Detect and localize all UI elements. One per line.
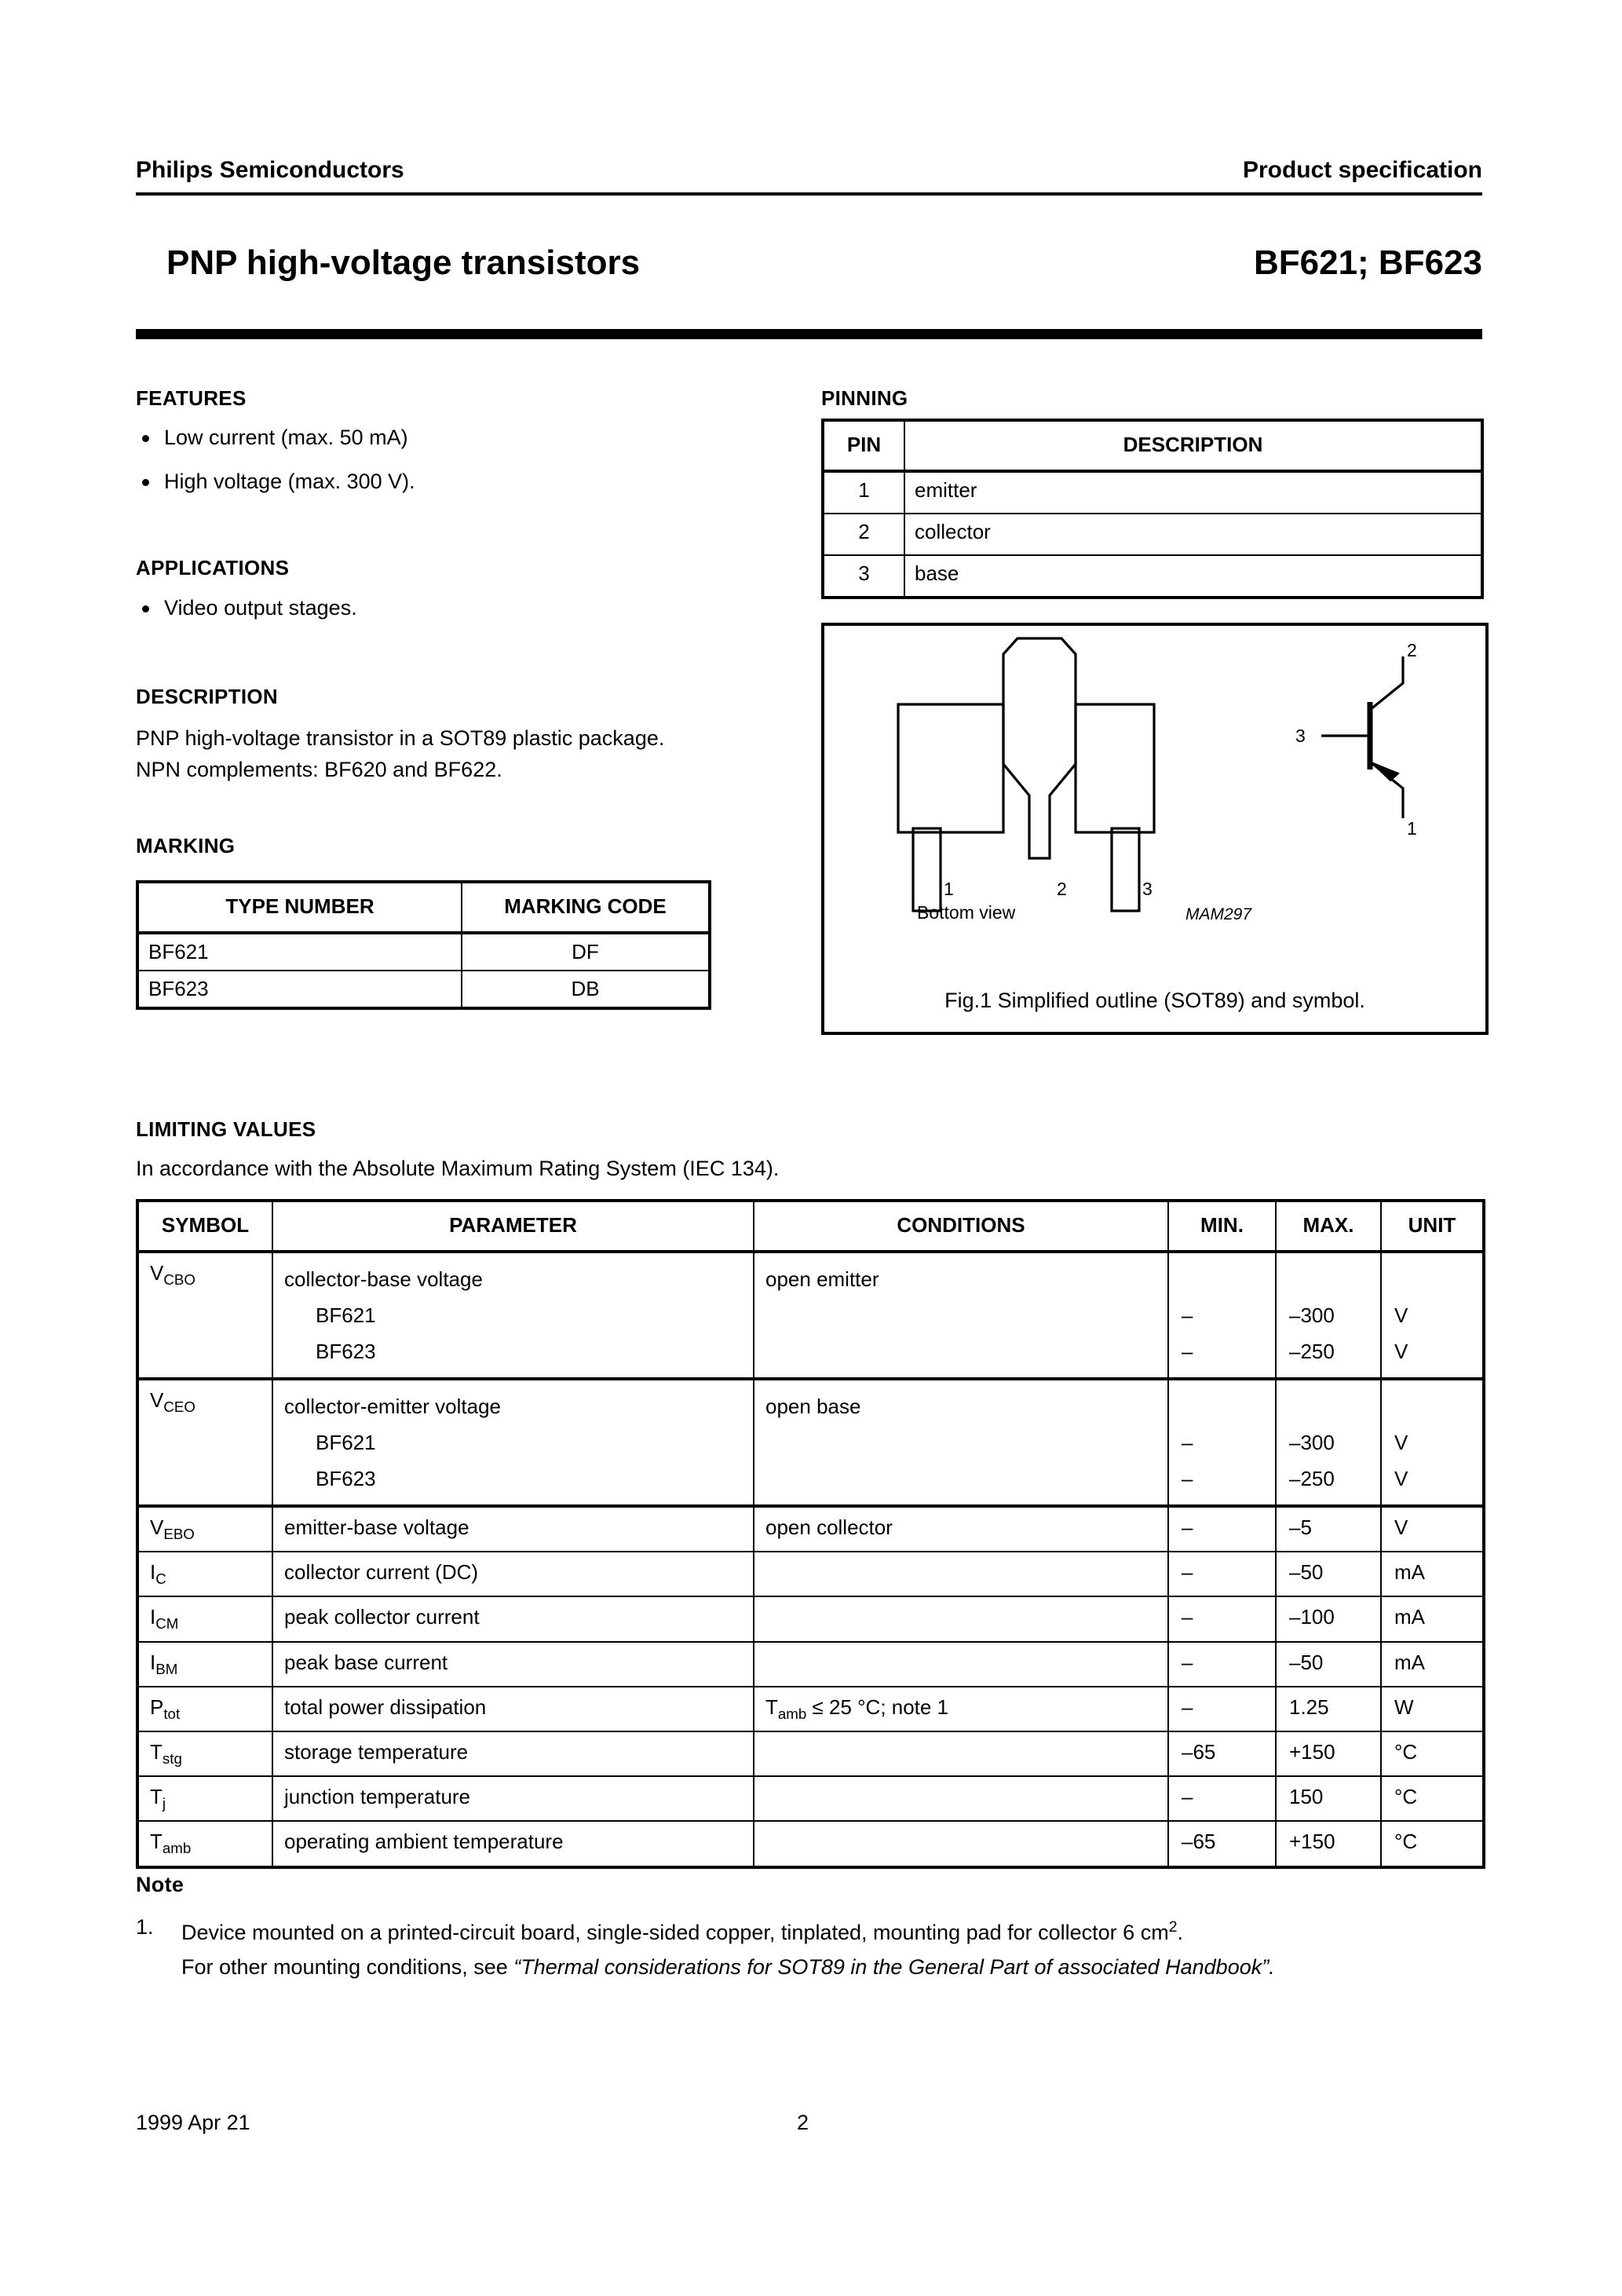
symbol-subscript: BM	[155, 1660, 178, 1677]
table-row	[137, 1821, 1484, 1866]
note-superscript: 2	[1168, 1918, 1178, 1936]
limits-min: –65	[1168, 1731, 1276, 1776]
min-value: –	[1182, 1431, 1193, 1454]
symbol-subscript: stg	[162, 1750, 182, 1768]
limits-min	[1168, 1379, 1276, 1506]
limits-parameter: total power dissipation	[272, 1687, 754, 1731]
symbol-subscript: EBO	[163, 1526, 195, 1543]
min-value: –	[1182, 1303, 1193, 1327]
section-heading-pinning: PINNING	[821, 386, 908, 410]
table-row	[137, 1552, 1484, 1596]
max-value: –300	[1289, 1303, 1335, 1327]
outline-pin-2-label: 2	[1057, 879, 1067, 899]
outline-pin-1-label: 1	[944, 879, 954, 899]
limits-min: –65	[1168, 1821, 1276, 1866]
symbol-base: T	[150, 1739, 163, 1764]
header-doctype: Product specification	[1242, 157, 1482, 183]
title-type-numbers: BF621; BF623	[1253, 243, 1482, 282]
symbol-pin-1-label: 1	[1407, 818, 1417, 839]
limits-header-unit: UNIT	[1381, 1201, 1484, 1252]
conditions-base: T	[765, 1695, 778, 1719]
table-row	[137, 1731, 1484, 1776]
pnp-transistor-symbol	[1284, 653, 1456, 834]
table-row	[137, 1506, 1484, 1552]
limits-max: –50	[1276, 1552, 1381, 1596]
figure-caption: Fig.1 Simplified outline (SOT89) and symbol.	[944, 989, 1365, 1012]
limits-symbol	[137, 1642, 272, 1687]
limits-max: 1.25	[1276, 1687, 1381, 1731]
note-line-1	[136, 1910, 1494, 1950]
symbol-subscript: C	[155, 1570, 166, 1588]
sub-parameter-text: BF621	[316, 1431, 376, 1454]
symbol-base: T	[150, 1830, 163, 1854]
limits-min: –	[1168, 1596, 1276, 1641]
limits-max: 150	[1276, 1776, 1381, 1821]
symbol-subscript: j	[162, 1795, 166, 1812]
symbol-pin-3-label: 3	[1295, 726, 1306, 746]
limits-unit: °C	[1381, 1731, 1484, 1776]
conditions-text: open emitter	[765, 1267, 879, 1291]
pin-description: emitter	[904, 471, 1482, 514]
table-header-row	[137, 882, 710, 933]
limits-parameter: emitter-base voltage	[272, 1506, 754, 1552]
marking-table	[136, 880, 711, 1010]
parameter-text: collector-base voltage	[284, 1267, 483, 1291]
section-heading-description: DESCRIPTION	[136, 685, 278, 708]
unit-value: V	[1394, 1431, 1408, 1454]
feature-text: High voltage (max. 300 V).	[164, 470, 415, 493]
limits-unit: W	[1381, 1687, 1484, 1731]
symbol-subscript: CEO	[163, 1398, 195, 1416]
list-item	[136, 594, 764, 621]
symbol-subscript: tot	[163, 1705, 181, 1722]
symbol-pnp-arrowhead	[1372, 762, 1398, 781]
limits-symbol	[137, 1821, 272, 1866]
limits-symbol	[137, 1596, 272, 1641]
pin-number: 2	[823, 514, 904, 555]
symbol-base: V	[150, 1388, 164, 1412]
limits-min: –	[1168, 1687, 1276, 1731]
table-row	[137, 1776, 1484, 1821]
limits-unit: mA	[1381, 1596, 1484, 1641]
limits-conditions	[754, 1252, 1168, 1379]
limits-min: –	[1168, 1506, 1276, 1552]
header-company: Philips Semiconductors	[136, 157, 404, 183]
unit-value: V	[1394, 1340, 1408, 1363]
symbol-base: V	[150, 1261, 164, 1285]
note-heading: Note	[136, 1873, 184, 1896]
limits-conditions	[754, 1821, 1168, 1866]
conditions-text: open base	[765, 1395, 861, 1418]
table-header-row	[823, 420, 1482, 471]
limits-max: –5	[1276, 1506, 1381, 1552]
table-header-row	[137, 1201, 1484, 1252]
limits-min: –	[1168, 1552, 1276, 1596]
section-heading-applications: APPLICATIONS	[136, 556, 290, 579]
limits-conditions	[754, 1687, 1168, 1731]
limits-unit: °C	[1381, 1776, 1484, 1821]
min-value: –	[1182, 1467, 1193, 1490]
lead-pin-3	[1112, 828, 1139, 911]
pin-number: 1	[823, 471, 904, 514]
description-line-1: PNP high-voltage transistor in a SOT89 plastic package.	[136, 726, 665, 750]
limits-conditions	[754, 1731, 1168, 1776]
title-rule	[136, 329, 1482, 339]
limits-min: –	[1168, 1776, 1276, 1821]
limits-header-conditions: CONDITIONS	[754, 1201, 1168, 1252]
symbol-base: I	[150, 1650, 156, 1674]
symbol-subscript: amb	[162, 1840, 192, 1857]
features-list	[136, 424, 764, 512]
max-value: –300	[1289, 1431, 1335, 1454]
pin-description: base	[904, 555, 1482, 598]
limits-conditions	[754, 1642, 1168, 1687]
limits-parameter	[272, 1252, 754, 1379]
application-text: Video output stages.	[164, 596, 357, 620]
limits-parameter: collector current (DC)	[272, 1552, 754, 1596]
unit-value: V	[1394, 1467, 1408, 1490]
footer-date: 1999 Apr 21	[136, 2111, 250, 2134]
limits-parameter: junction temperature	[272, 1776, 754, 1821]
pinning-header-description: DESCRIPTION	[904, 420, 1482, 471]
marking-code: DF	[462, 933, 710, 971]
sub-parameter-text: BF621	[316, 1303, 376, 1327]
limiting-values-intro: In accordance with the Absolute Maximum Rating System (IEC 134).	[136, 1157, 780, 1180]
marking-header-type: TYPE NUMBER	[137, 882, 462, 933]
pinning-header-pin: PIN	[823, 420, 904, 471]
limits-conditions	[754, 1552, 1168, 1596]
figure-1-box	[821, 623, 1489, 1035]
max-value: –250	[1289, 1467, 1335, 1490]
package-body-right	[1076, 704, 1154, 832]
page-title	[166, 243, 1482, 283]
marking-type: BF621	[137, 933, 462, 971]
list-item	[136, 424, 764, 451]
unit-value: V	[1394, 1303, 1408, 1327]
limits-symbol	[137, 1731, 272, 1776]
max-value: –250	[1289, 1340, 1335, 1363]
limits-parameter: storage temperature	[272, 1731, 754, 1776]
limits-conditions: open collector	[754, 1506, 1168, 1552]
limits-conditions	[754, 1776, 1168, 1821]
limiting-values-table	[136, 1199, 1485, 1869]
limits-unit	[1381, 1252, 1484, 1379]
description-paragraph	[136, 722, 795, 785]
symbol-base: P	[150, 1695, 164, 1719]
limits-max: –50	[1276, 1642, 1381, 1687]
section-heading-limiting-values: LIMITING VALUES	[136, 1117, 316, 1141]
table-row	[823, 471, 1482, 514]
table-row	[137, 1252, 1484, 1379]
drawing-code-label: MAM297	[1185, 905, 1252, 923]
limits-symbol	[137, 1506, 272, 1552]
limits-min	[1168, 1252, 1276, 1379]
symbol-base: I	[150, 1560, 156, 1585]
table-row	[137, 1379, 1484, 1506]
table-row	[137, 1642, 1484, 1687]
note-line-1-tail: .	[1177, 1921, 1184, 1944]
limits-header-symbol: SYMBOL	[137, 1201, 272, 1252]
list-item	[136, 468, 764, 495]
table-row	[823, 555, 1482, 598]
limits-symbol	[137, 1379, 272, 1506]
limits-unit: V	[1381, 1506, 1484, 1552]
pinning-table	[821, 419, 1484, 599]
table-row	[137, 933, 710, 971]
limits-unit: mA	[1381, 1642, 1484, 1687]
symbol-subscript: CBO	[163, 1271, 195, 1289]
symbol-base: T	[150, 1785, 163, 1809]
pin-description: collector	[904, 514, 1482, 555]
page-header	[136, 157, 1482, 184]
note-body	[136, 1910, 1494, 1984]
parameter-text: collector-emitter voltage	[284, 1395, 501, 1418]
outline-pin-3-label: 3	[1142, 879, 1153, 899]
symbol-collector-lead	[1370, 656, 1403, 710]
limits-unit: mA	[1381, 1552, 1484, 1596]
conditions-tail: ≤ 25 °C; note 1	[806, 1695, 949, 1719]
collector-pad	[1003, 638, 1076, 858]
lead-pin-1	[913, 828, 941, 911]
marking-code: DB	[462, 971, 710, 1008]
description-line-2: NPN complements: BF620 and BF622.	[136, 758, 502, 781]
section-heading-marking: MARKING	[136, 834, 236, 857]
feature-text: Low current (max. 50 mA)	[164, 426, 408, 449]
limits-parameter: peak base current	[272, 1642, 754, 1687]
conditions-subscript: amb	[777, 1705, 807, 1722]
section-heading-features: FEATURES	[136, 386, 247, 410]
limits-header-max: MAX.	[1276, 1201, 1381, 1252]
limits-symbol	[137, 1252, 272, 1379]
limits-parameter: peak collector current	[272, 1596, 754, 1641]
symbol-base: I	[150, 1605, 156, 1629]
limits-max	[1276, 1379, 1381, 1506]
pin-number: 3	[823, 555, 904, 598]
limits-symbol	[137, 1552, 272, 1596]
table-row	[823, 514, 1482, 555]
limits-conditions	[754, 1379, 1168, 1506]
sub-parameter-text: BF623	[316, 1340, 376, 1363]
symbol-subscript: CM	[155, 1615, 179, 1632]
limits-max: +150	[1276, 1731, 1381, 1776]
limits-parameter: operating ambient temperature	[272, 1821, 754, 1866]
limits-unit: °C	[1381, 1821, 1484, 1866]
sub-parameter-text: BF623	[316, 1467, 376, 1490]
limits-symbol	[137, 1687, 272, 1731]
marking-header-code: MARKING CODE	[462, 882, 710, 933]
limits-symbol	[137, 1776, 272, 1821]
title-product-name: PNP high-voltage transistors	[166, 243, 641, 282]
note-line-2-italic: “Thermal considerations for SOT89 in the General Part of associated Handbook”.	[513, 1955, 1275, 1979]
package-body-left	[898, 704, 1003, 832]
note-line-2	[136, 1950, 1494, 1984]
limits-header-parameter: PARAMETER	[272, 1201, 754, 1252]
symbol-pin-2-label: 2	[1407, 640, 1417, 660]
limits-max: –100	[1276, 1596, 1381, 1641]
min-value: –	[1182, 1340, 1193, 1363]
header-rule	[136, 192, 1482, 196]
marking-type: BF623	[137, 971, 462, 1008]
table-row	[137, 1596, 1484, 1641]
limits-max	[1276, 1252, 1381, 1379]
note-number: 1.	[136, 1915, 154, 1939]
note-line-1-text: Device mounted on a printed-circuit board, single-sided copper, tinplated, mounting pad for collector 6 cm	[181, 1921, 1169, 1944]
limits-unit	[1381, 1379, 1484, 1506]
applications-list	[136, 594, 764, 638]
limits-min: –	[1168, 1642, 1276, 1687]
footer-page-number: 2	[797, 2111, 809, 2134]
limits-max: +150	[1276, 1821, 1381, 1866]
symbol-base: V	[150, 1515, 164, 1539]
limits-parameter	[272, 1379, 754, 1506]
table-row	[137, 971, 710, 1008]
note-line-2-text: For other mounting conditions, see	[181, 1955, 514, 1979]
limits-conditions	[754, 1596, 1168, 1641]
limits-header-min: MIN.	[1168, 1201, 1276, 1252]
table-row	[137, 1687, 1484, 1731]
bottom-view-label: Bottom view	[917, 902, 1016, 923]
